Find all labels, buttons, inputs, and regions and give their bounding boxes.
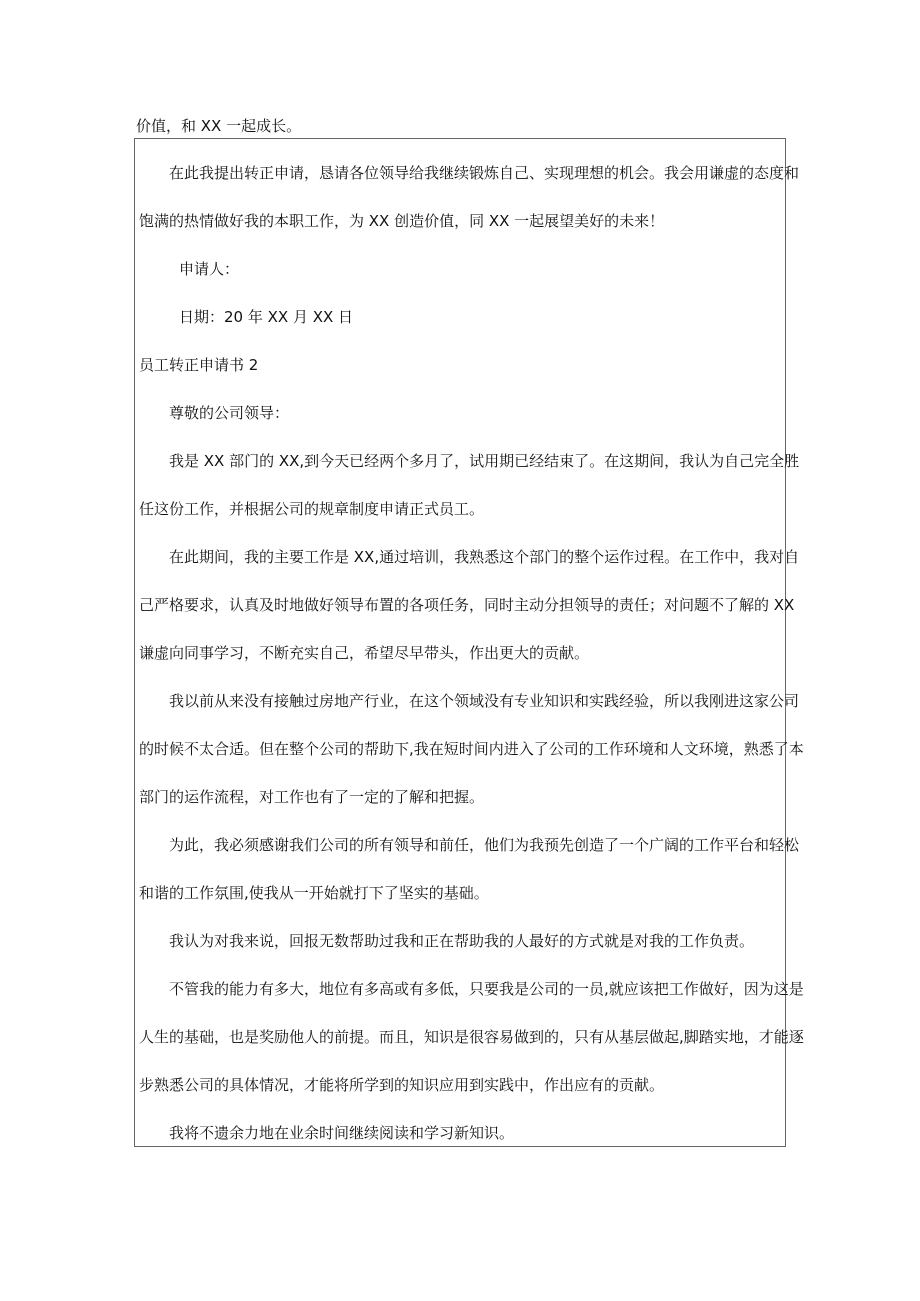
paragraph-line: 我认为对我来说，回报无数帮助过我和正在帮助我的人最好的方式就是对我的工作负责。 xyxy=(169,932,755,950)
paragraph-line: 的时候不太合适。但在整个公司的帮助下,我在短时间内进入了公司的工作环境和人文环境，熟悉了本 xyxy=(139,740,804,758)
paragraph-line: 部门的运作流程，对工作也有了一定的了解和把握。 xyxy=(139,788,485,806)
paragraph-line: 人生的基础，也是奖励他人的前提。而且，知识是很容易做到的，只有从基层做起,脚踏实地，才能逐 xyxy=(139,1028,804,1046)
paragraph-line: 为此，我必须感谢我们公司的所有领导和前任，他们为我预先创造了一个广阔的工作平台和轻松 xyxy=(169,836,800,854)
date-line: 日期：20 年 XX 月 XX 日 xyxy=(179,308,354,326)
paragraph-line: 我是 XX 部门的 XX,到今天已经两个多月了，试用期已经结束了。在这期间，我认为自己完全胜 xyxy=(169,452,800,470)
applicant-label: 申请人： xyxy=(179,260,240,278)
top-text-line: 价值，和 XX 一起成长。 xyxy=(136,117,302,135)
paragraph-line: 饱满的热情做好我的本职工作，为 XX 创造价值，同 XX 一起展望美好的未来！ xyxy=(139,212,665,230)
paragraph-line: 不管我的能力有多大，地位有多高或有多低，只要我是公司的一员,就应该把工作做好，因为这是 xyxy=(169,980,804,998)
document-frame xyxy=(134,138,804,1147)
paragraph-line: 在此期间，我的主要工作是 XX,通过培训，我熟悉这个部门的整个运作过程。在工作中，我对自 xyxy=(169,548,800,566)
paragraph-line: 步熟悉公司的具体情况，才能将所学到的知识应用到实践中，作出应有的贡献。 xyxy=(139,1076,665,1094)
paragraph-line: 在此我提出转正申请，恳请各位领导给我继续锻炼自己、实现理想的机会。我会用谦虚的态度和 xyxy=(169,164,800,182)
paragraph-line: 谦虚向同事学习，不断充实自己，希望尽早带头，作出更大的贡献。 xyxy=(139,644,590,662)
paragraph-line: 我将不遗余力地在业余时间继续阅读和学习新知识。 xyxy=(169,1124,515,1142)
paragraph-line: 和谐的工作氛围,使我从一开始就打下了坚实的基础。 xyxy=(139,884,489,902)
paragraph-line: 我以前从来没有接触过房地产行业，在这个领域没有专业知识和实践经验，所以我刚进这家公司 xyxy=(169,692,800,710)
section-title: 员工转正申请书 2 xyxy=(139,356,259,374)
salutation: 尊敬的公司领导： xyxy=(169,404,290,422)
paragraph-line: 己严格要求，认真及时地做好领导布置的各项任务，同时主动分担领导的责任；对问题不了解的 XX xyxy=(139,596,795,614)
paragraph-line: 任这份工作，并根据公司的规章制度申请正式员工。 xyxy=(139,500,485,518)
